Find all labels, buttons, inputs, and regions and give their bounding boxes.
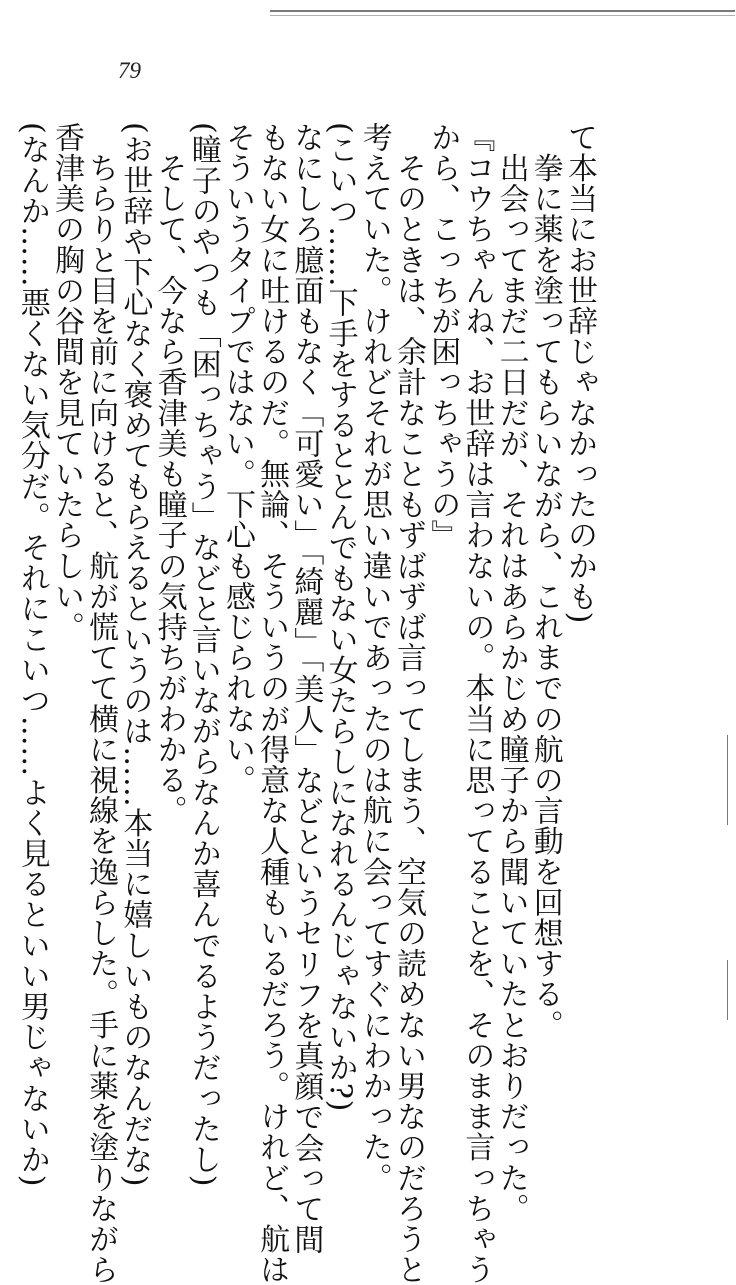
text-line: 考えていた。けれどそれが思い違いであったのは航に会ってすぐにわかった。 — [356, 122, 392, 1193]
top-border-rule — [270, 10, 735, 12]
page-number: 79 — [118, 58, 141, 83]
text-line: そして、今なら香津美も瞳子の気持ちがわかる。 — [151, 122, 187, 826]
text-line: 拳に薬を塗ってもらいながら、これまでの航の言動を回想する。 — [527, 122, 563, 1040]
text-line: 香津美の胸の谷間を見ていたらしい。 — [48, 122, 84, 643]
text-line: ちらりと目を前に向けると、航が慌てて横に視線を逸らした。手に薬を塗りながら — [83, 122, 119, 1285]
page-edge-mark — [727, 735, 728, 825]
text-line: 『コウちゃんね、お世辞は言わないの。本当に思ってることを、そのまま言っちゃう — [459, 122, 495, 1285]
text-line: て本当にお世辞じゃなかったのかも) — [562, 122, 597, 624]
text-line: (こいつ……下手をするととんでもない女たらしになれるんじゃないか?) — [322, 122, 358, 1112]
text-line: なにしろ臆面もなく「可愛い」「綺麗」「美人」などというセリフを真顔で会って間 — [288, 122, 324, 1255]
text-line: (瞳子のやつも「困っちゃう」などと言いながらなんか喜んでるようだったし) — [185, 122, 221, 1188]
text-line: そのときは、余計なこともずばずば言ってしまう、空気の読めない男なのだろうと — [390, 122, 426, 1285]
top-border-rule-inner — [270, 15, 735, 16]
vertical-text-body — [14, 122, 597, 1285]
text-line: そういうタイプではない。下心も感じられない。 — [219, 122, 255, 796]
text-line: (お世辞や下心なく褒めてもらえるというのは……本当に嬉しいものなんだな) — [117, 122, 153, 1188]
text-line: (なんか……悪くない気分だ。それにこいつ……よく見るといい男じゃないか) — [14, 122, 50, 1188]
page-edge-mark — [727, 960, 728, 1020]
text-line: から、こっちが困っちゃうの』 — [425, 122, 461, 551]
text-line: 出会ってまだ二日だが、それはあらかじめ瞳子から聞いていたとおりだった。 — [493, 122, 529, 1224]
text-line: もない女に吐けるのだ。無論、そういうのが得意な人種もいるだろう。けれど、航は — [254, 122, 290, 1285]
